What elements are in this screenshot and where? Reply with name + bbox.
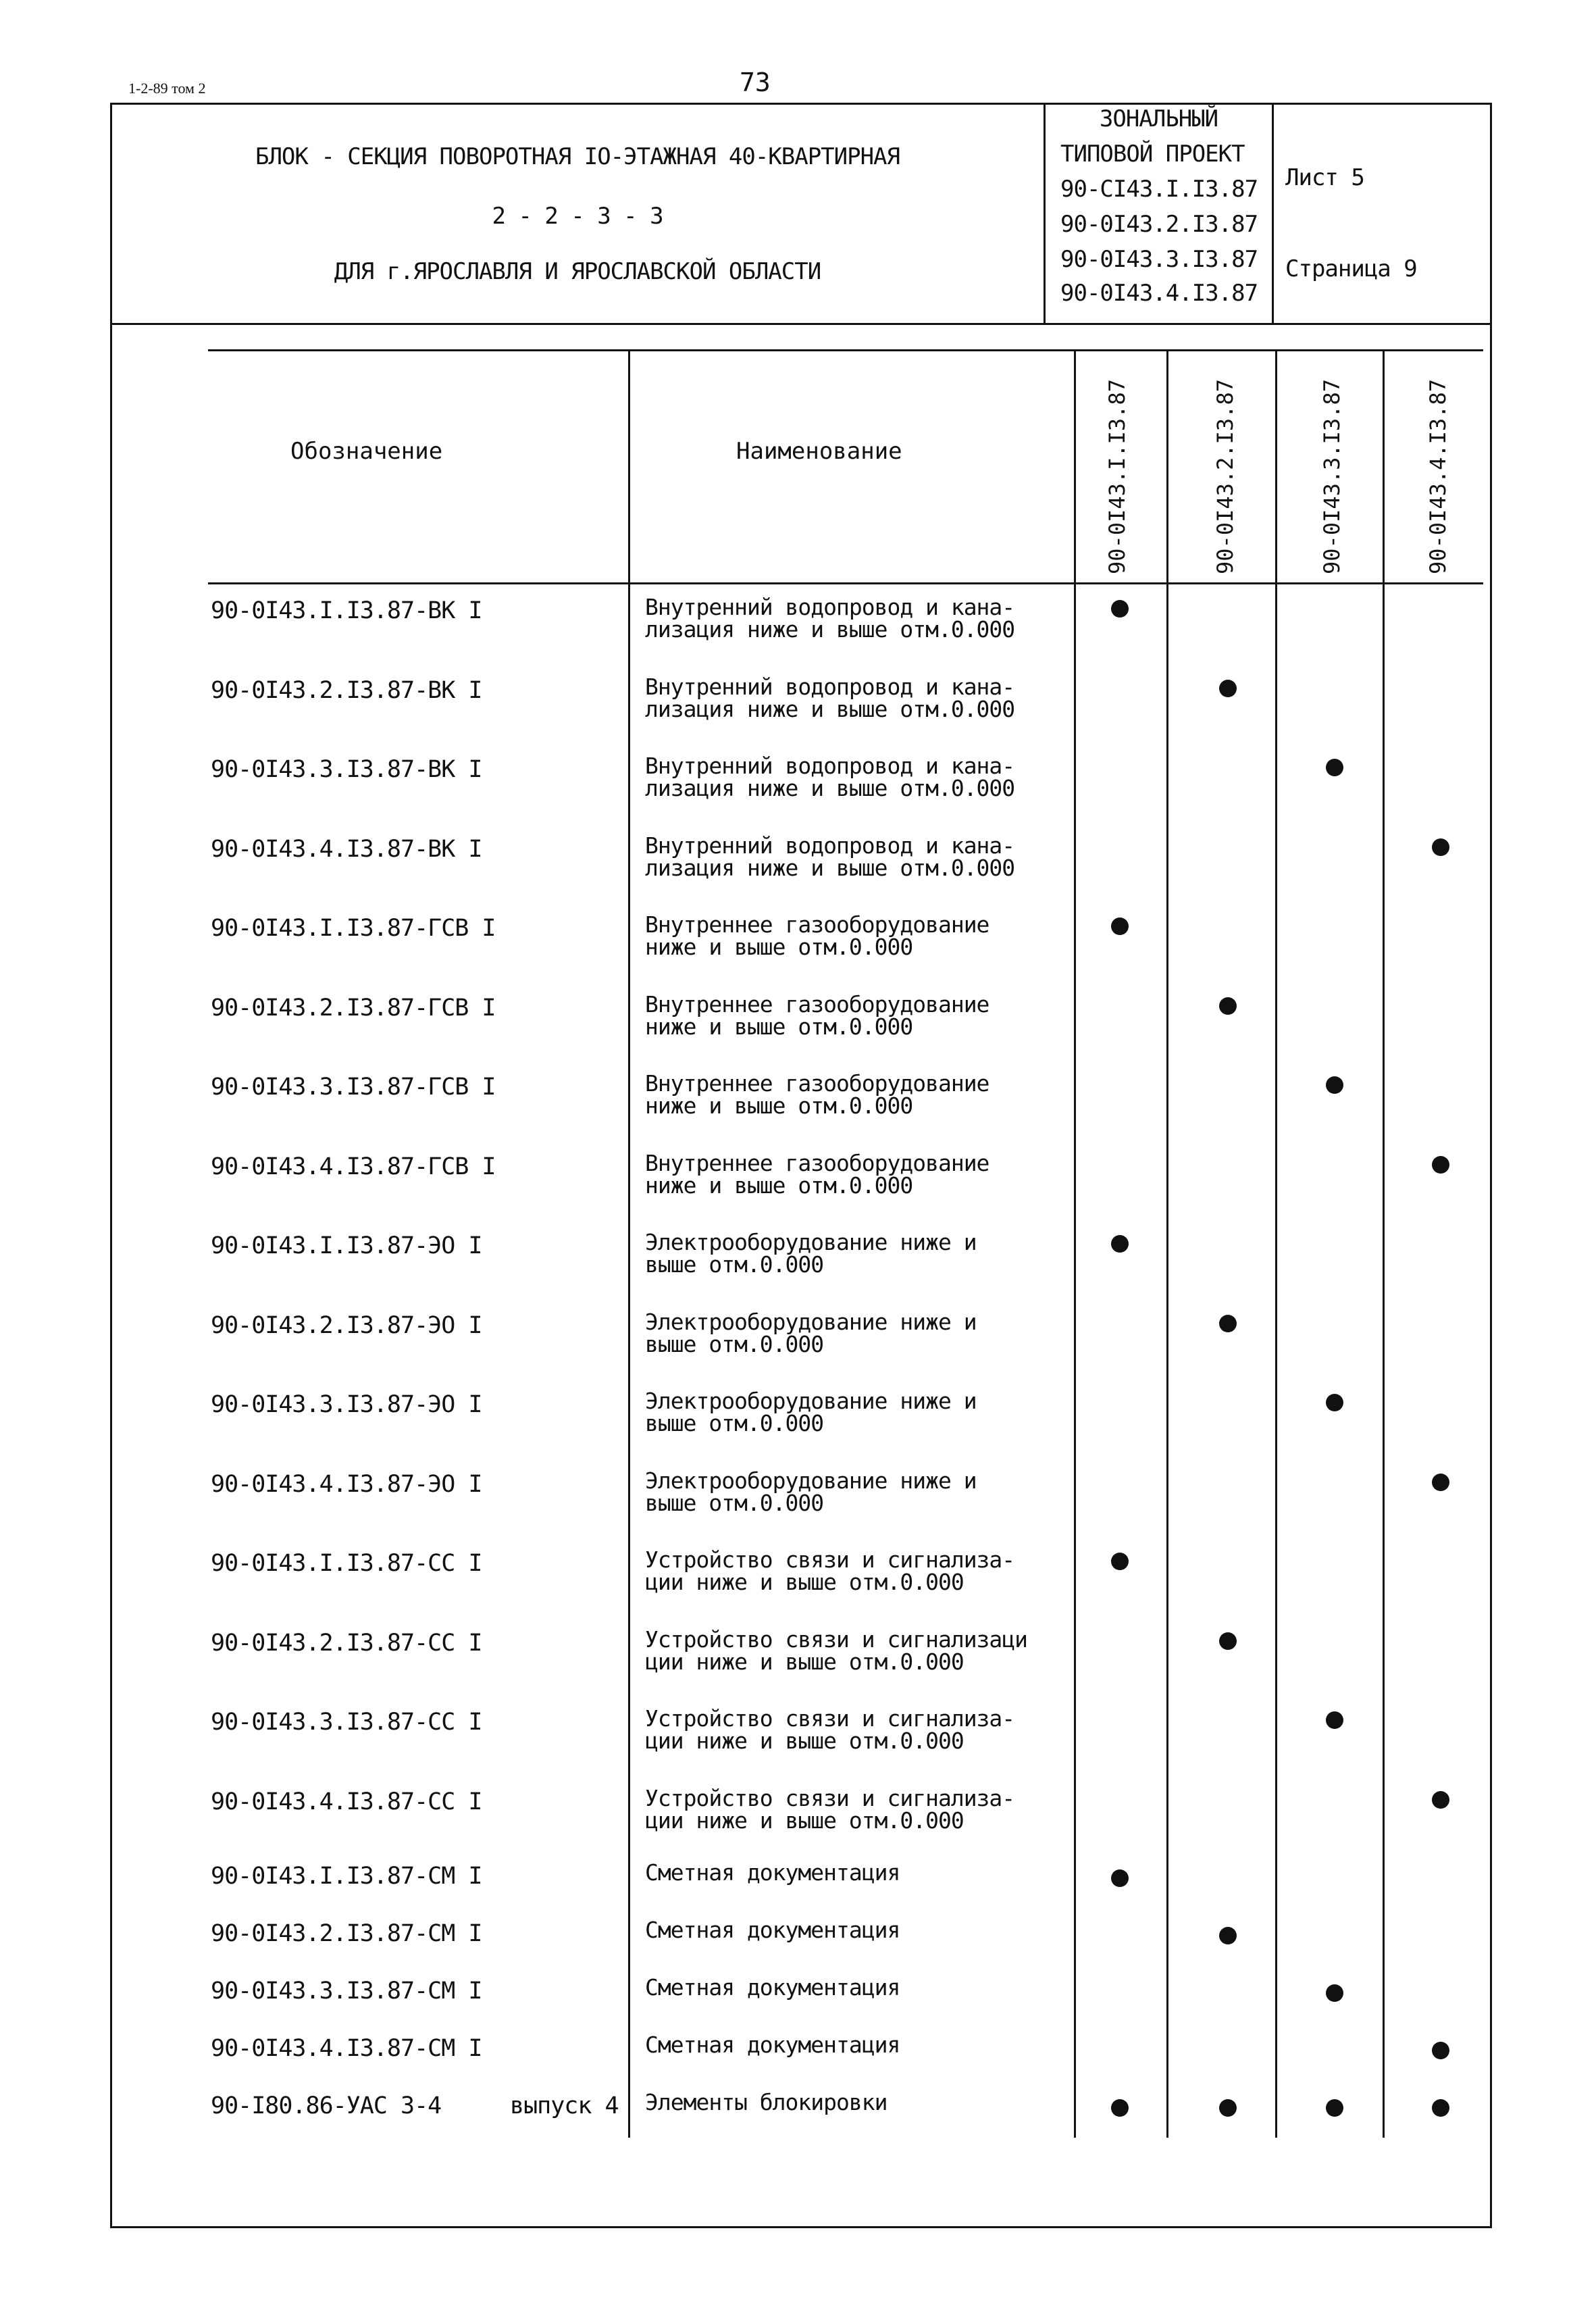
row-designation: 90-0I43.I.I3.87-СС I xyxy=(211,1550,482,1577)
row-designation: 90-0I43.2.I3.87-СМ I xyxy=(211,1920,482,1947)
applicability-mark xyxy=(1326,1711,1343,1729)
column-header-designation: Обозначение xyxy=(290,438,443,465)
table-header-bottom-line xyxy=(208,582,1483,584)
applicability-mark xyxy=(1111,600,1129,618)
row-name-line-1: Устройство связи и сигнализа- xyxy=(645,1546,1015,1573)
row-name-line-2: ниже и выше отм.0.000 xyxy=(645,934,913,960)
project-code-1: 90-CI43.I.I3.87 xyxy=(1060,176,1258,203)
row-name-line-2: выше отм.0.000 xyxy=(645,1489,824,1516)
project-code-2: 90-0I43.2.I3.87 xyxy=(1060,211,1258,238)
row-name-line-2: выше отм.0.000 xyxy=(645,1330,824,1357)
row-issue-number: выпуск 4 xyxy=(510,2092,619,2119)
row-designation: 90-0I43.4.I3.87-ЭО I xyxy=(211,1470,482,1498)
title-line-1: БЛОК - СЕКЦИЯ ПОВОРОТНАЯ IO-ЭТАЖНАЯ 40-КВАРТИРНАЯ xyxy=(255,143,900,170)
row-designation: 90-0I43.I.I3.87-ГСВ I xyxy=(211,915,496,942)
row-name-line-2: лизация ниже и выше отм.0.000 xyxy=(645,616,1015,643)
title-line-2: 2 - 2 - 3 - 3 xyxy=(492,203,663,230)
column-header-variant-3: 90-0I43.3.I3.87 xyxy=(1319,379,1345,574)
row-name-line-1: Устройство связи и сигнализа- xyxy=(645,1705,1015,1732)
row-name-line-1: Устройство связи и сигнализаци xyxy=(645,1626,1028,1653)
row-name-line-1: Устройство связи и сигнализа- xyxy=(645,1784,1015,1811)
applicability-mark xyxy=(1219,680,1237,697)
row-name-line-1: Внутренний водопровод и кана- xyxy=(645,594,1015,620)
row-designation: 90-0I43.3.I3.87-СС I xyxy=(211,1709,482,1736)
sheet-number: Лист 5 xyxy=(1285,164,1364,191)
row-name-line-2: ниже и выше отм.0.000 xyxy=(645,1092,913,1119)
row-designation: 90-0I43.I.I3.87-СМ I xyxy=(211,1863,482,1890)
applicability-mark xyxy=(1219,1927,1237,1944)
row-name-line-1: Элементы блокировки xyxy=(645,2089,887,2115)
row-designation: 90-0I43.2.I3.87-ГСВ I xyxy=(211,994,496,1022)
row-name-line-1: Внутреннее газооборудование xyxy=(645,990,989,1017)
row-name-line-1: Сметная документация xyxy=(645,1974,900,2001)
row-name-line-1: Электрооборудование ниже и xyxy=(645,1308,977,1335)
applicability-mark xyxy=(1111,1235,1129,1253)
row-name-line-2: лизация ниже и выше отм.0.000 xyxy=(645,775,1015,801)
row-designation: 90-0I43.3.I3.87-ГСВ I xyxy=(211,1074,496,1101)
row-name-line-1: Внутреннее газооборудование xyxy=(645,1149,989,1176)
applicability-mark xyxy=(1219,997,1237,1015)
applicability-mark xyxy=(1111,1553,1129,1570)
applicability-mark xyxy=(1432,838,1449,856)
row-name-line-2: выше отм.0.000 xyxy=(645,1410,824,1436)
row-name-line-1: Внутренний водопровод и кана- xyxy=(645,753,1015,779)
row-name-line-1: Внутреннее газооборудование xyxy=(645,1070,989,1097)
row-name-line-1: Внутреннее газооборудование xyxy=(645,911,989,938)
project-type-line-2: ТИПОВОЙ ПРОЕКТ xyxy=(1060,141,1245,168)
applicability-mark xyxy=(1326,1984,1343,2002)
row-name-line-2: ции ниже и выше отм.0.000 xyxy=(645,1569,964,1595)
table-col-divider-v2 xyxy=(1275,349,1277,2138)
title-block-divider-2 xyxy=(1272,103,1274,325)
row-designation: 90-0I43.3.I3.87-ВК I xyxy=(211,756,482,783)
row-designation: 90-0I43.I.I3.87-ЭО I xyxy=(211,1232,482,1259)
applicability-mark xyxy=(1326,759,1343,776)
column-header-variant-2: 90-0I43.2.I3.87 xyxy=(1212,379,1238,574)
column-header-name: Наименование xyxy=(736,438,902,465)
row-designation: 90-0I43.I.I3.87-ВК I xyxy=(211,597,482,624)
applicability-mark xyxy=(1432,2099,1449,2117)
title-block-divider-1 xyxy=(1044,103,1046,325)
column-header-variant-4: 90-0I43.4.I3.87 xyxy=(1425,379,1451,574)
applicability-mark xyxy=(1219,1315,1237,1332)
row-name-line-2: ции ниже и выше отм.0.000 xyxy=(645,1648,964,1675)
row-name-line-1: Сметная документация xyxy=(645,1859,900,1886)
row-designation: 90-0I43.4.I3.87-ГСВ I xyxy=(211,1153,496,1180)
page-number: 73 xyxy=(740,68,771,97)
table-col-divider-code xyxy=(628,349,630,2138)
row-name-line-2: ниже и выше отм.0.000 xyxy=(645,1013,913,1040)
row-name-line-1: Сметная документация xyxy=(645,2032,900,2058)
applicability-mark xyxy=(1326,1394,1343,1411)
row-designation: 90-0I43.4.I3.87-ВК I xyxy=(211,835,482,863)
row-designation: 90-0I43.2.I3.87-СС I xyxy=(211,1629,482,1657)
row-name-line-2: ции ниже и выше отм.0.000 xyxy=(645,1728,964,1754)
column-header-variant-1: 90-0I43.I.I3.87 xyxy=(1104,379,1130,574)
page-label: Страница 9 xyxy=(1285,255,1417,282)
row-name-line-2: выше отм.0.000 xyxy=(645,1251,824,1278)
applicability-mark xyxy=(1326,2099,1343,2117)
row-name-line-1: Электрооборудование ниже и xyxy=(645,1467,977,1494)
project-type-line-1: ЗОНАЛЬНЫЙ xyxy=(1099,105,1218,132)
table-top-line xyxy=(208,349,1483,351)
row-name-line-1: Сметная документация xyxy=(645,1917,900,1943)
row-name-line-2: ции ниже и выше отм.0.000 xyxy=(645,1807,964,1834)
row-name-line-2: ниже и выше отм.0.000 xyxy=(645,1172,913,1199)
applicability-mark xyxy=(1432,1474,1449,1491)
row-name-line-1: Внутренний водопровод и кана- xyxy=(645,832,1015,859)
applicability-mark xyxy=(1111,917,1129,935)
row-designation: 90-0I43.3.I3.87-СМ I xyxy=(211,1978,482,2005)
applicability-mark xyxy=(1432,1156,1449,1174)
applicability-mark xyxy=(1326,1076,1343,1094)
applicability-mark xyxy=(1219,2099,1237,2117)
project-code-4: 90-0I43.4.I3.87 xyxy=(1060,280,1258,307)
row-designation: 90-I80.86-УАС 3-4 xyxy=(211,2092,442,2119)
row-designation: 90-0I43.2.I3.87-ВК I xyxy=(211,676,482,704)
row-designation: 90-0I43.3.I3.87-ЭО I xyxy=(211,1391,482,1418)
row-name-line-1: Электрооборудование ниже и xyxy=(645,1388,977,1414)
title-block-bottom-line xyxy=(110,323,1492,325)
title-line-3: ДЛЯ г.ЯРОСЛАВЛЯ И ЯРОСЛАВСКОЙ ОБЛАСТИ xyxy=(334,258,821,285)
row-name-line-2: лизация ниже и выше отм.0.000 xyxy=(645,854,1015,881)
project-code-3: 90-0I43.3.I3.87 xyxy=(1060,246,1258,273)
table-col-divider-v3 xyxy=(1383,349,1385,2138)
row-designation: 90-0I43.4.I3.87-СМ I xyxy=(211,2035,482,2062)
table-col-divider-v1 xyxy=(1166,349,1168,2138)
table-col-divider-name xyxy=(1074,349,1076,2138)
row-designation: 90-0I43.4.I3.87-СС I xyxy=(211,1788,482,1815)
applicability-mark xyxy=(1432,1791,1449,1809)
applicability-mark xyxy=(1111,2099,1129,2117)
applicability-mark xyxy=(1432,2042,1449,2059)
document-reference-note: 1-2-89 том 2 xyxy=(128,80,206,97)
row-designation: 90-0I43.2.I3.87-ЭО I xyxy=(211,1311,482,1339)
row-name-line-1: Внутренний водопровод и кана- xyxy=(645,673,1015,700)
applicability-mark xyxy=(1111,1869,1129,1887)
applicability-mark xyxy=(1219,1632,1237,1650)
row-name-line-1: Электрооборудование ниже и xyxy=(645,1229,977,1255)
row-name-line-2: лизация ниже и выше отм.0.000 xyxy=(645,695,1015,722)
